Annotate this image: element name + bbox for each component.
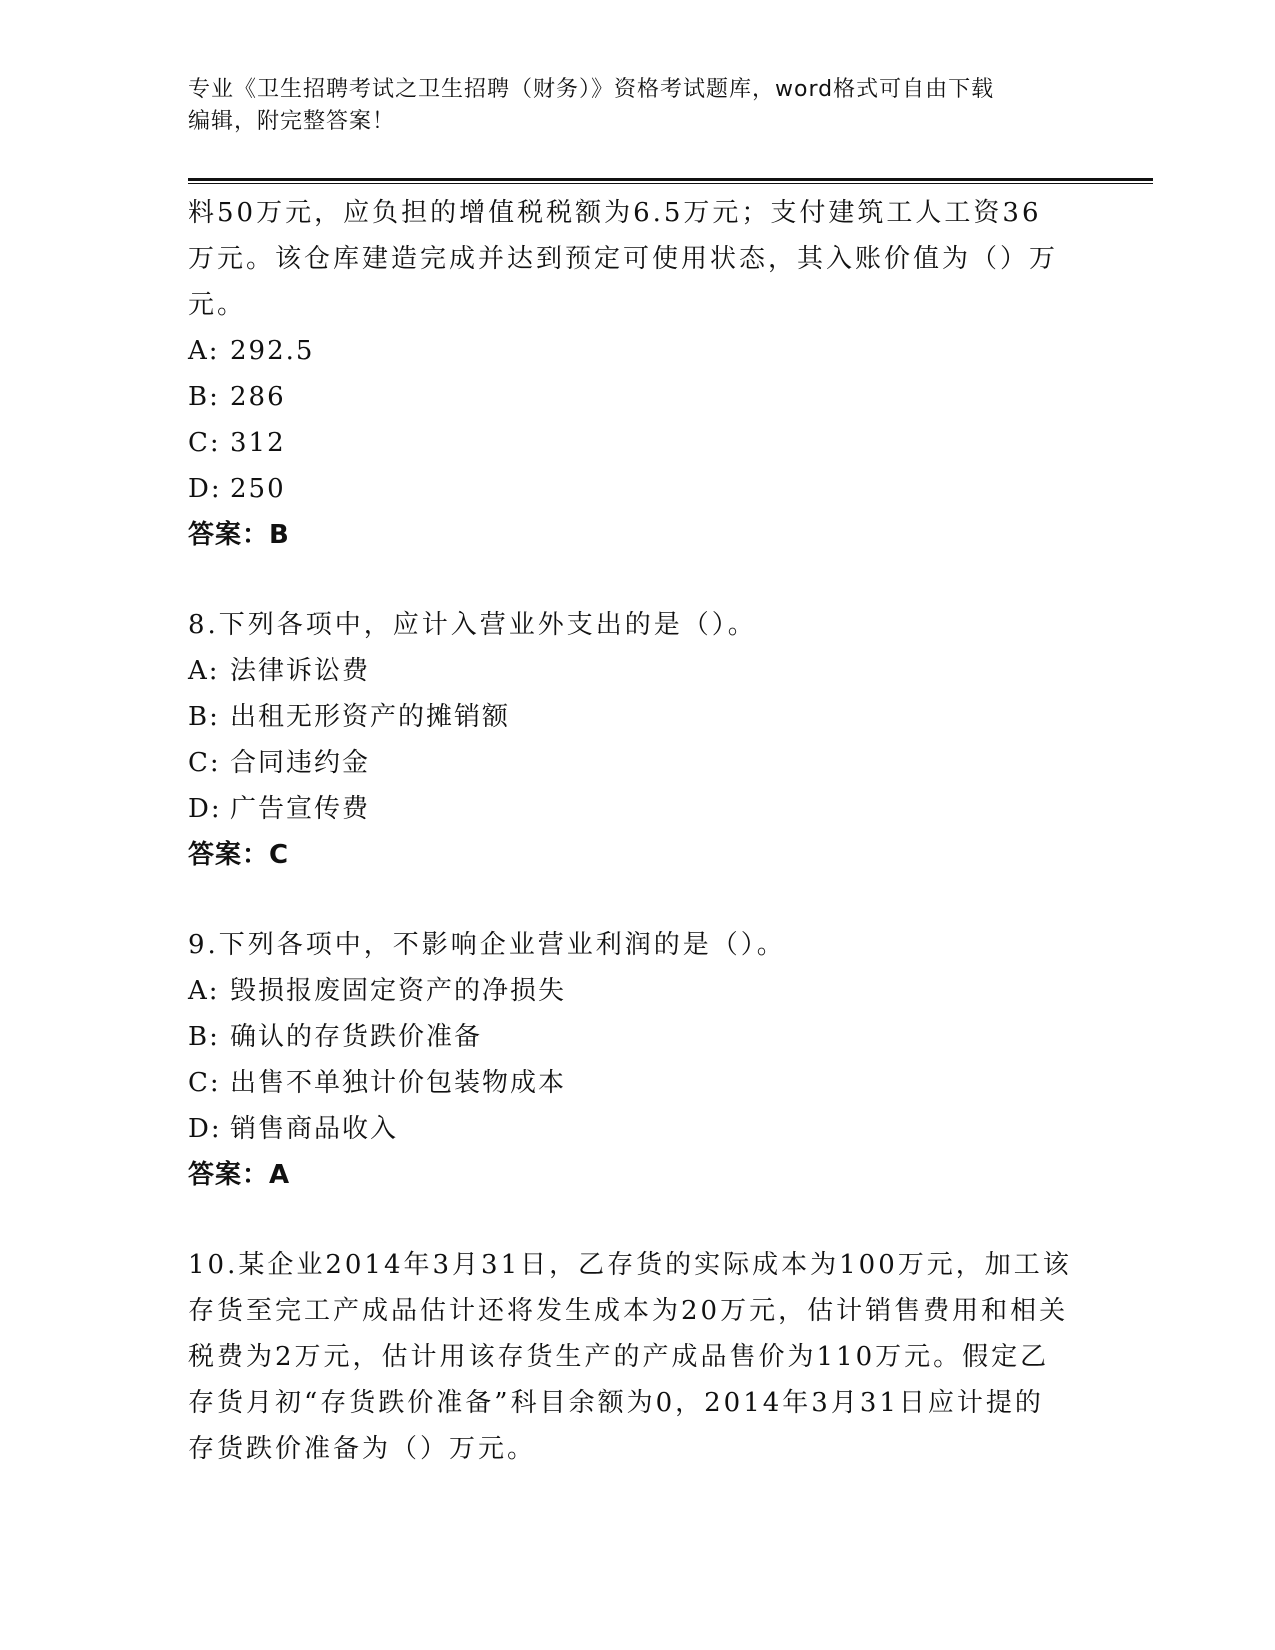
option-b (188, 374, 1088, 420)
question-stem-line: 8.下列各项中，应计入营业外支出的是（）。 (188, 610, 757, 640)
question-10 (188, 1242, 1088, 1472)
option-key: B: (188, 702, 220, 732)
header-line-1: 专业《卫生招聘考试之卫生招聘（财务）》资格考试题库，word格式可自由下载 (188, 77, 995, 102)
question-stem-line: 料50万元，应负担的增值税税额为6.5万元；支付建筑工人工资36 (188, 198, 1042, 228)
answer-line: 答案：B (188, 520, 290, 550)
spacer (188, 1198, 1088, 1242)
question-stem-line: 元。 (188, 290, 247, 320)
option-key: C: (188, 428, 221, 458)
option-a (188, 328, 1088, 374)
option-key: A: (188, 976, 220, 1006)
option-b (188, 694, 1088, 740)
option-key: C: (188, 1068, 221, 1098)
option-c (188, 740, 1088, 786)
question-stem-line: 税费为2万元，估计用该存货生产的产成品售价为110万元。假定乙 (188, 1342, 1050, 1372)
option-a (188, 648, 1088, 694)
option-d (188, 786, 1088, 832)
question-stem-line: 存货月初“存货跌价准备”科目余额为0，2014年3月31日应计提的 (188, 1388, 1044, 1418)
option-text: 法律诉讼费 (230, 656, 371, 686)
option-key: B: (188, 1022, 220, 1052)
option-key: A: (188, 656, 220, 686)
option-key: D: (188, 474, 222, 504)
spacer (188, 558, 1088, 602)
document-header (188, 74, 1088, 138)
option-key: B: (188, 382, 220, 412)
option-d (188, 466, 1088, 512)
option-text: 确认的存货跌价准备 (230, 1022, 483, 1052)
option-a (188, 968, 1088, 1014)
option-text: 毁损报废固定资产的净损失 (230, 976, 567, 1006)
answer-line: 答案：A (188, 1160, 291, 1190)
option-text: 广告宣传费 (230, 794, 371, 824)
option-c (188, 1060, 1088, 1106)
option-d (188, 1106, 1088, 1152)
option-text: 出租无形资产的摊销额 (230, 702, 511, 732)
option-b (188, 1014, 1088, 1060)
option-text: 292.5 (230, 336, 315, 366)
option-key: D: (188, 794, 222, 824)
question-stem-line: 万元。该仓库建造完成并达到预定可使用状态，其入账价值为（）万 (188, 244, 1059, 274)
header-divider-thin (188, 183, 1153, 184)
option-text: 286 (230, 382, 286, 412)
option-key: D: (188, 1114, 222, 1144)
question-9 (188, 922, 1088, 1198)
question-stem-line: 存货至完工产成品估计还将发生成本为20万元，估计销售费用和相关 (188, 1296, 1069, 1326)
option-key: C: (188, 748, 221, 778)
spacer (188, 878, 1088, 922)
question-list (188, 190, 1088, 1472)
question-8 (188, 602, 1088, 878)
option-text: 312 (230, 428, 286, 458)
header-line-2: 编辑，附完整答案！ (188, 109, 396, 134)
option-text: 出售不单独计价包装物成本 (230, 1068, 567, 1098)
question-7 (188, 190, 1088, 558)
question-stem-line: 10.某企业2014年3月31日，乙存货的实际成本为100万元，加工该 (188, 1250, 1072, 1280)
option-text: 销售商品收入 (230, 1114, 399, 1144)
question-stem-line: 存货跌价准备为（）万元。 (188, 1434, 537, 1464)
option-key: A: (188, 336, 220, 366)
option-c (188, 420, 1088, 466)
option-text: 合同违约金 (230, 748, 371, 778)
header-divider-thick (188, 178, 1153, 181)
answer-line: 答案：C (188, 840, 290, 870)
option-text: 250 (230, 474, 286, 504)
question-stem-line: 9.下列各项中，不影响企业营业利润的是（）。 (188, 930, 786, 960)
